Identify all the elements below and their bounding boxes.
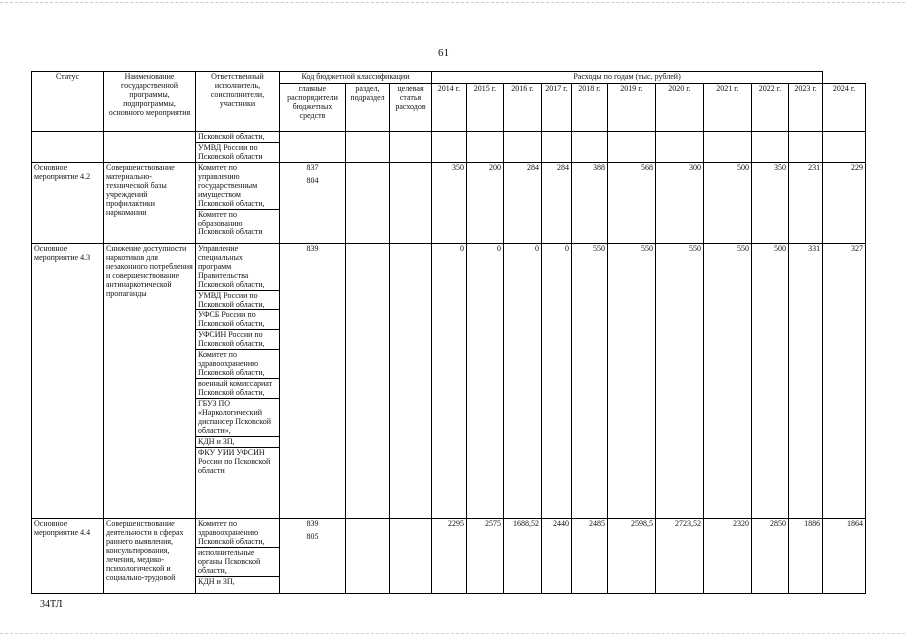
executor-entry: УМВД России по Псковской области, [196, 291, 279, 311]
row-year-value: 200 [467, 162, 504, 243]
header-responsible: Ответственный исполнитель, соисполнители, участники [196, 72, 280, 132]
table-row [32, 131, 866, 162]
row-year-value: 331 [789, 243, 823, 518]
row-year-value: 231 [789, 162, 823, 243]
row-year-value [542, 131, 572, 162]
executor-entry: УМВД России по Псковской области [198, 142, 263, 161]
row-target-article [390, 518, 432, 593]
row-year-value: 229 [823, 162, 866, 243]
header-expenses: Расходы по годам (тыс. рублей) [432, 72, 823, 84]
row-year-value: 327 [823, 243, 866, 518]
table-row [32, 162, 866, 243]
header-section: раздел, подраздел [346, 83, 390, 131]
row-year-value: 350 [432, 162, 467, 243]
row-year-value: 550 [608, 243, 656, 518]
header-year: 2024 г. [823, 83, 866, 131]
executor-entry: КДН и ЗП, [198, 576, 235, 586]
row-year-value [656, 131, 704, 162]
row-year-value: 2440 [542, 518, 572, 593]
row-year-value: 0 [504, 243, 542, 518]
header-year: 2022 г. [752, 83, 789, 131]
header-status: Статус [32, 72, 104, 132]
row-main-managers [280, 243, 346, 518]
row-year-value: 550 [656, 243, 704, 518]
executor-entry: исполнительные органы Псковской области, [196, 548, 279, 577]
row-year-value [823, 131, 866, 162]
row-executors [196, 131, 280, 162]
header-year: 2019 г. [608, 83, 656, 131]
row-status: Основное мероприятие 4.3 [32, 243, 104, 518]
row-main-managers [280, 162, 346, 243]
row-year-value: 1864 [823, 518, 866, 593]
scan-edge-bottom [0, 633, 905, 637]
executor-entry: УФСБ России по Псковской области, [196, 310, 279, 330]
header-target-article: целевая статья расходов [390, 83, 432, 131]
executor-entry: ФКУ УИИ УФСИН России по Псковской области [198, 447, 271, 475]
row-year-value: 388 [572, 162, 608, 243]
row-section [346, 131, 390, 162]
row-target-article [390, 243, 432, 518]
budget-code: 805 [306, 531, 319, 541]
executor-entry: ГБУЗ ПО «Наркологический диспансер Псковской области», [196, 399, 279, 437]
row-executors [196, 243, 280, 518]
table-row [32, 518, 866, 593]
row-name: Совершенствование материально-технической базы учреждений профилактики наркомании [104, 162, 196, 243]
row-year-value: 500 [704, 162, 752, 243]
row-year-value: 1886 [789, 518, 823, 593]
header-year: 2017 г. [542, 83, 572, 131]
row-year-value: 500 [752, 243, 789, 518]
header-year: 2014 г. [432, 83, 467, 131]
row-year-value: 2723,52 [656, 518, 704, 593]
header-year: 2018 г. [572, 83, 608, 131]
row-year-value [467, 131, 504, 162]
row-year-value: 284 [542, 162, 572, 243]
executor-entry: УФСИН России по Псковской области, [196, 330, 279, 350]
budget-code: 839 [306, 243, 319, 253]
row-year-value: 300 [656, 162, 704, 243]
row-year-value: 2575 [467, 518, 504, 593]
row-year-value: 550 [704, 243, 752, 518]
table-row [32, 243, 866, 518]
executor-entry: военный комиссариат Псковской области, [196, 379, 279, 399]
executor-entry: Комитет по здравоохранению Псковской области, [196, 519, 279, 548]
row-year-value [789, 131, 823, 162]
header-budget-code: Код бюджетной классификации [280, 72, 432, 84]
row-year-value [504, 131, 542, 162]
row-year-value: 550 [572, 243, 608, 518]
row-year-value: 2295 [432, 518, 467, 593]
executor-entry: Комитет по управлению государственным имуществом Псковской области, [196, 163, 279, 210]
executor-entry: КДН и ЗП, [196, 437, 279, 448]
header-year: 2015 г. [467, 83, 504, 131]
row-year-value [572, 131, 608, 162]
row-year-value: 0 [542, 243, 572, 518]
row-section [346, 243, 390, 518]
row-name: Снижение доступности наркотиков для незаконного потребления и совершенствование антинаркотической пропаганды [104, 243, 196, 518]
row-main-managers [280, 131, 346, 162]
row-year-value: 284 [504, 162, 542, 243]
row-target-article [390, 131, 432, 162]
scan-edge-top [0, 2, 905, 6]
row-year-value: 0 [467, 243, 504, 518]
table-body [32, 131, 866, 593]
executor-entry: Комитет по образованию Псковской области [198, 209, 263, 237]
header-year: 2023 г. [789, 83, 823, 131]
row-year-value: 2598,5 [608, 518, 656, 593]
row-executors [196, 162, 280, 243]
row-status: Основное мероприятие 4.2 [32, 162, 104, 243]
row-status: Основное мероприятие 4.4 [32, 518, 104, 593]
row-year-value [752, 131, 789, 162]
executor-entry: Псковской области, [196, 132, 279, 143]
row-year-value: 1688,52 [504, 518, 542, 593]
row-section [346, 162, 390, 243]
row-year-value [608, 131, 656, 162]
row-year-value: 568 [608, 162, 656, 243]
budget-code: 837 [306, 162, 319, 172]
header-name: Наименование государственной программы, подпрограммы, основного мероприятия [104, 72, 196, 132]
row-year-value: 0 [432, 243, 467, 518]
row-target-article [390, 162, 432, 243]
row-status [32, 131, 104, 162]
row-year-value [704, 131, 752, 162]
page-number: 61 [438, 47, 449, 59]
row-year-value [432, 131, 467, 162]
row-year-value: 2320 [704, 518, 752, 593]
footer-code: 34ТЛ [40, 599, 63, 610]
budget-code: 804 [306, 175, 319, 185]
row-year-value: 2485 [572, 518, 608, 593]
header-year: 2020 г. [656, 83, 704, 131]
budget-code: 839 [306, 518, 319, 528]
row-section [346, 518, 390, 593]
budget-table [31, 71, 866, 594]
header-year: 2016 г. [504, 83, 542, 131]
header-main-managers: главные распорядители бюджетных средств [280, 83, 346, 131]
row-year-value: 2850 [752, 518, 789, 593]
executor-entry: Управление специальных программ Правительства Псковской области, [196, 244, 279, 291]
row-main-managers [280, 518, 346, 593]
row-year-value: 350 [752, 162, 789, 243]
header-year: 2021 г. [704, 83, 752, 131]
row-name [104, 131, 196, 162]
executor-entry: Комитет по здравоохранению Псковской области, [196, 350, 279, 379]
row-name: Совершенствование деятельности в сферах раннего выявления, консультирования, лечения, медико-психологической и социально-трудовой [104, 518, 196, 593]
row-executors [196, 518, 280, 593]
